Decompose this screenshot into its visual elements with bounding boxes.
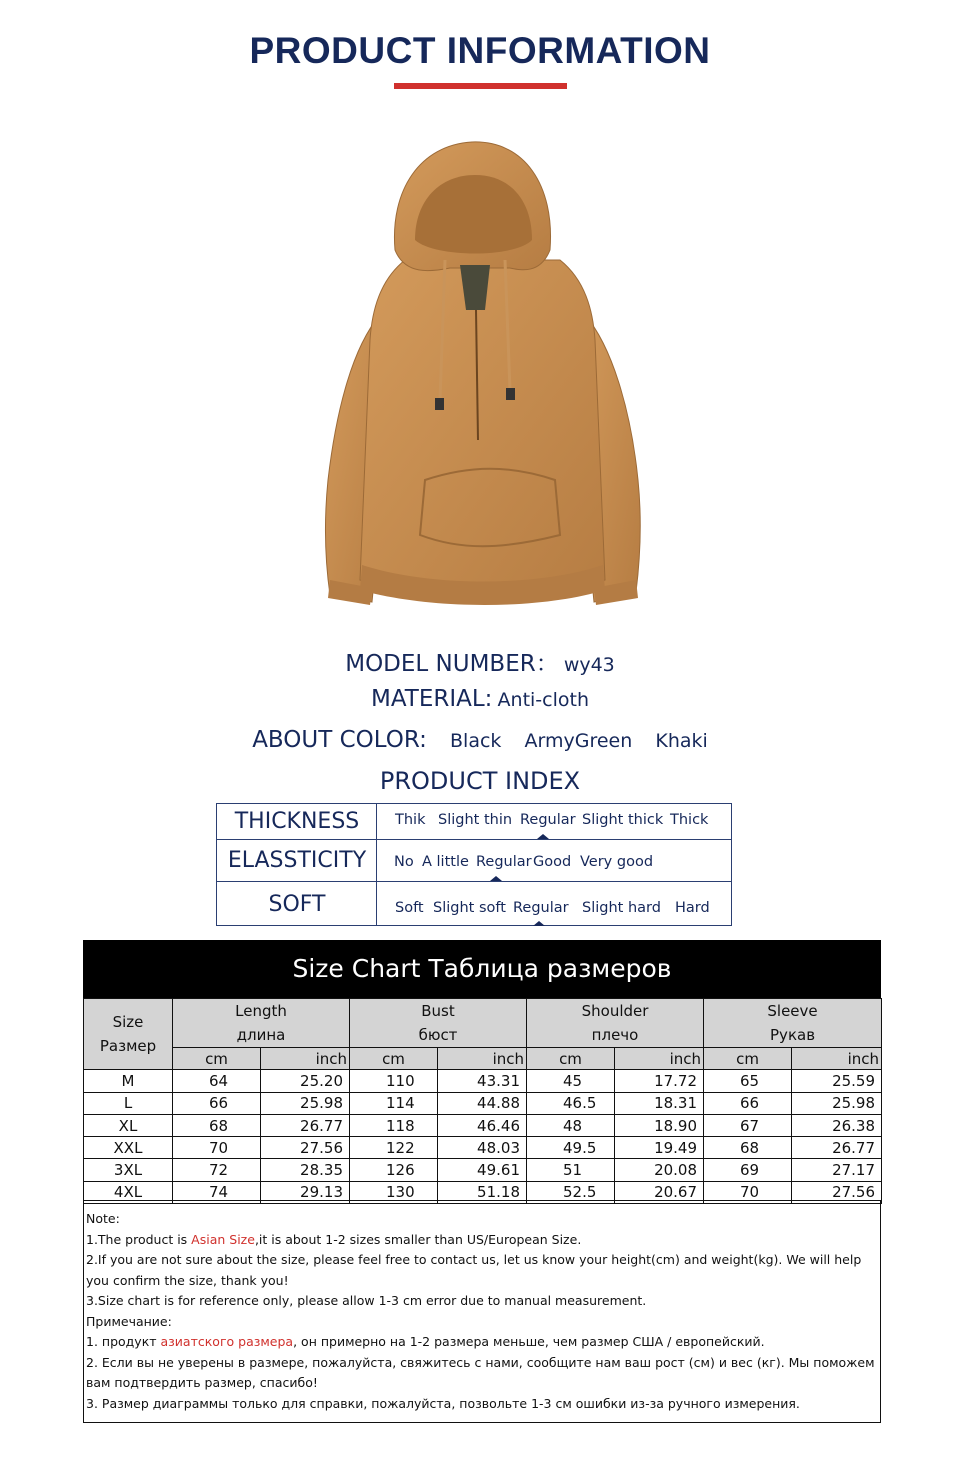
color-line: [0, 727, 960, 753]
cm-value: 46.5: [527, 1092, 615, 1114]
cm-value: 68: [173, 1114, 261, 1136]
index-option: Very good: [580, 854, 654, 870]
inch-value: 49.61: [438, 1159, 527, 1181]
index-row-thickness: [217, 804, 731, 840]
unit-inch: inch: [261, 1048, 350, 1070]
unit-inch: inch: [438, 1048, 527, 1070]
cm-value: 67: [704, 1114, 792, 1136]
inch-value: 26.77: [792, 1137, 882, 1159]
index-option: Regular: [476, 854, 532, 870]
asian-size-highlight-ru: азиатского размера: [160, 1334, 294, 1349]
cm-value: 114: [350, 1092, 438, 1114]
material-line: [0, 686, 960, 712]
model-number-line: [0, 645, 960, 678]
unit-cm: cm: [350, 1048, 438, 1070]
inch-value: 17.72: [615, 1070, 704, 1092]
cm-value: 68: [704, 1137, 792, 1159]
size-row: [84, 1137, 882, 1159]
cm-value: 70: [704, 1181, 792, 1203]
note-ru-label: Примечание:: [86, 1313, 172, 1329]
material-value: Anti-cloth: [497, 689, 589, 711]
header-bust: Bust бюст: [350, 999, 527, 1048]
cm-value: 51: [527, 1159, 615, 1181]
inch-value: 25.98: [792, 1092, 882, 1114]
note-ru-2: 2. Если вы не уверены в размере, пожалуйста, свяжитесь с нами, сообщите нам ваш рост (см) и вес (кг). Мы поможем вам подтвердить размер, спасибо!: [86, 1354, 875, 1390]
index-label-elasticity: ELASSTICITY: [227, 848, 367, 873]
size-row: [84, 1070, 882, 1092]
header-length: Length длина: [173, 999, 350, 1048]
note-en-1: 1.The product is Asian Size,it is about 1-2 sizes smaller than US/European Size.: [86, 1231, 582, 1247]
unit-cm: cm: [173, 1048, 261, 1070]
color-label: ABOUT COLOR:: [252, 727, 427, 753]
size-cell: XXL: [84, 1137, 173, 1159]
cm-value: 122: [350, 1137, 438, 1159]
cm-value: 64: [173, 1070, 261, 1092]
inch-value: 48.03: [438, 1137, 527, 1159]
size-cell: 3XL: [84, 1159, 173, 1181]
inch-value: 29.13: [261, 1181, 350, 1203]
index-option: Regular: [513, 900, 569, 916]
unit-inch: inch: [792, 1048, 882, 1070]
inch-value: 19.49: [615, 1137, 704, 1159]
selected-marker: [537, 834, 549, 839]
inch-value: 25.59: [792, 1070, 882, 1092]
size-row: [84, 1114, 882, 1136]
index-option: Slight soft: [433, 900, 506, 916]
inch-value: 20.08: [615, 1159, 704, 1181]
index-option: Regular: [520, 812, 576, 828]
color-option-khaki: Khaki: [655, 730, 708, 752]
inch-value: 27.56: [792, 1181, 882, 1203]
cm-value: 66: [704, 1092, 792, 1114]
index-option: Hard: [675, 900, 710, 916]
cm-value: 126: [350, 1159, 438, 1181]
size-cell: XL: [84, 1114, 173, 1136]
title-underline: [394, 83, 567, 89]
color-option-black: Black: [450, 730, 502, 752]
header-sleeve: Sleeve Рукав: [704, 999, 882, 1048]
index-option: Slight thick: [582, 812, 664, 828]
cm-value: 69: [704, 1159, 792, 1181]
note-ru-3: 3. Размер диаграммы только для справки, пожалуйста, позвольте 1-3 см ошибки из-за ручного измерения.: [86, 1395, 800, 1411]
size-chart-table: [83, 998, 882, 1204]
page-title: PRODUCT INFORMATION: [249, 30, 711, 71]
inch-value: 28.35: [261, 1159, 350, 1181]
inch-value: 25.20: [261, 1070, 350, 1092]
index-option: Slight thin: [438, 812, 513, 828]
index-option: Soft: [395, 900, 424, 916]
selected-marker: [533, 921, 545, 926]
index-option: A little: [422, 854, 469, 870]
index-label-soft: SOFT: [268, 892, 326, 917]
note-ru-1: 1. продукт азиатского размера, он примерно на 1-2 размера меньше, чем размер США / европейский.: [86, 1334, 765, 1349]
inch-value: 51.18: [438, 1181, 527, 1203]
cm-value: 72: [173, 1159, 261, 1181]
cm-value: 45: [527, 1070, 615, 1092]
size-header: Size Размер: [84, 999, 173, 1070]
hoodie-product-image: [310, 140, 655, 610]
selected-marker: [490, 876, 502, 881]
size-chart-title: Size Chart Таблица размеров: [83, 940, 881, 998]
cm-value: 49.5: [527, 1137, 615, 1159]
cm-value: 130: [350, 1181, 438, 1203]
material-label: MATERIAL:: [371, 686, 493, 712]
inch-value: 27.17: [792, 1159, 882, 1181]
size-cell: M: [84, 1070, 173, 1092]
color-option-armygreen: ArmyGreen: [524, 730, 633, 752]
cm-value: 118: [350, 1114, 438, 1136]
index-option: Thick: [670, 812, 709, 828]
note-label: Note:: [86, 1211, 120, 1226]
cm-value: 66: [173, 1092, 261, 1114]
inch-value: 25.98: [261, 1092, 350, 1114]
inch-value: 26.77: [261, 1114, 350, 1136]
size-cell: 4XL: [84, 1181, 173, 1203]
index-label-thickness: THICKNESS: [234, 809, 360, 834]
size-notes: [83, 1200, 881, 1423]
unit-cm: cm: [527, 1048, 615, 1070]
index-row-soft: [217, 882, 731, 926]
asian-size-highlight: Asian Size: [191, 1231, 255, 1247]
note-en-3: 3.Size chart is for reference only, please allow 1-3 cm error due to manual measurement.: [86, 1293, 647, 1308]
note-en-2: 2.If you are not sure about the size, please feel free to contact us, let us know your height(cm) and weight(kg). We will help you confirm the size, thank you!: [86, 1252, 862, 1288]
index-option: Good: [533, 854, 572, 870]
size-row: [84, 1159, 882, 1181]
index-option: No: [394, 854, 414, 870]
model-number-value: wy43: [563, 654, 615, 676]
model-number-label: MODEL NUMBER：: [345, 651, 559, 677]
product-index-table: [216, 803, 732, 926]
size-cell: L: [84, 1092, 173, 1114]
cm-value: 110: [350, 1070, 438, 1092]
cm-value: 65: [704, 1070, 792, 1092]
inch-value: 27.56: [261, 1137, 350, 1159]
index-row-elasticity: [217, 840, 731, 882]
inch-value: 46.46: [438, 1114, 527, 1136]
inch-value: 43.31: [438, 1070, 527, 1092]
inch-value: 26.38: [792, 1114, 882, 1136]
cm-value: 74: [173, 1181, 261, 1203]
unit-cm: cm: [704, 1048, 792, 1070]
size-row: [84, 1092, 882, 1114]
inch-value: 44.88: [438, 1092, 527, 1114]
unit-inch: inch: [615, 1048, 704, 1070]
inch-value: 18.31: [615, 1092, 704, 1114]
index-option: Thik: [395, 812, 426, 828]
cm-value: 52.5: [527, 1181, 615, 1203]
cm-value: 48: [527, 1114, 615, 1136]
header-shoulder: Shoulder плечо: [527, 999, 704, 1048]
cm-value: 70: [173, 1137, 261, 1159]
inch-value: 20.67: [615, 1181, 704, 1203]
product-index-title: PRODUCT INDEX: [379, 767, 581, 795]
inch-value: 18.90: [615, 1114, 704, 1136]
index-option: Slight hard: [582, 900, 661, 916]
